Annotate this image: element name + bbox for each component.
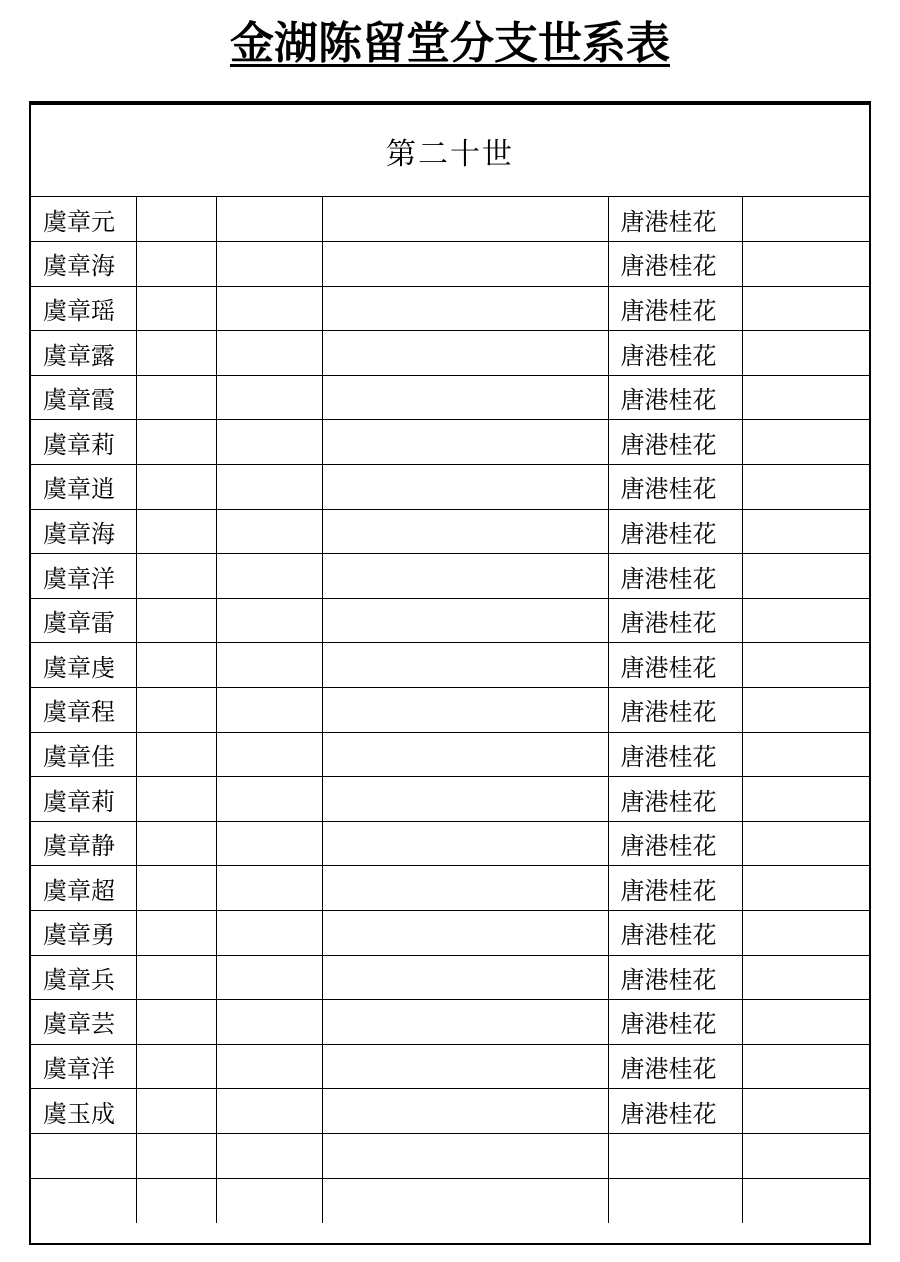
- table-row: [31, 866, 869, 911]
- empty-cell: [322, 821, 608, 866]
- empty-cell: [322, 1178, 608, 1223]
- empty-cell: [136, 955, 216, 1000]
- residence-cell: 唐港桂花: [608, 777, 742, 822]
- residence-cell: 唐港桂花: [608, 1089, 742, 1134]
- empty-cell: [322, 598, 608, 643]
- member-name-cell: 虞章雷: [31, 598, 136, 643]
- table-row: [31, 1133, 869, 1178]
- empty-cell: [216, 554, 322, 599]
- empty-cell: [136, 375, 216, 420]
- empty-cell: [136, 911, 216, 956]
- empty-cell: [742, 286, 869, 331]
- residence-cell: 唐港桂花: [608, 465, 742, 510]
- residence-cell: [608, 1178, 742, 1223]
- empty-cell: [136, 420, 216, 465]
- empty-cell: [742, 643, 869, 688]
- residence-cell: 唐港桂花: [608, 598, 742, 643]
- member-name-cell: 虞章霞: [31, 375, 136, 420]
- empty-cell: [322, 197, 608, 242]
- empty-cell: [742, 375, 869, 420]
- table-row: [31, 955, 869, 1000]
- member-name-cell: 虞章静: [31, 821, 136, 866]
- table-row: [31, 1044, 869, 1089]
- residence-cell: 唐港桂花: [608, 688, 742, 733]
- residence-cell: 唐港桂花: [608, 821, 742, 866]
- empty-cell: [136, 643, 216, 688]
- table-row: [31, 911, 869, 956]
- empty-cell: [136, 1089, 216, 1134]
- empty-cell: [742, 554, 869, 599]
- empty-cell: [322, 242, 608, 287]
- empty-cell: [322, 866, 608, 911]
- generation-header: 第二十世: [31, 105, 869, 197]
- residence-cell: 唐港桂花: [608, 643, 742, 688]
- residence-cell: 唐港桂花: [608, 242, 742, 287]
- empty-cell: [216, 465, 322, 510]
- member-name-cell: 虞章虔: [31, 643, 136, 688]
- empty-cell: [742, 1178, 869, 1223]
- residence-cell: 唐港桂花: [608, 375, 742, 420]
- empty-cell: [742, 732, 869, 777]
- empty-cell: [136, 465, 216, 510]
- empty-cell: [322, 509, 608, 554]
- empty-cell: [216, 242, 322, 287]
- document-title: [0, 14, 900, 74]
- empty-cell: [136, 286, 216, 331]
- member-name-cell: 虞章瑶: [31, 286, 136, 331]
- empty-cell: [216, 911, 322, 956]
- empty-cell: [216, 598, 322, 643]
- empty-cell: [742, 821, 869, 866]
- empty-cell: [136, 1133, 216, 1178]
- member-name-cell: 虞章勇: [31, 911, 136, 956]
- empty-cell: [322, 777, 608, 822]
- residence-cell: 唐港桂花: [608, 732, 742, 777]
- residence-cell: 唐港桂花: [608, 554, 742, 599]
- empty-cell: [136, 1000, 216, 1045]
- empty-cell: [322, 643, 608, 688]
- table-row: [31, 598, 869, 643]
- empty-cell: [742, 1089, 869, 1134]
- empty-cell: [742, 420, 869, 465]
- empty-cell: [216, 688, 322, 733]
- empty-cell: [322, 1044, 608, 1089]
- empty-cell: [136, 554, 216, 599]
- empty-cell: [322, 286, 608, 331]
- empty-cell: [322, 911, 608, 956]
- empty-cell: [322, 688, 608, 733]
- table-row: [31, 375, 869, 420]
- member-name-cell: 虞章程: [31, 688, 136, 733]
- empty-cell: [742, 911, 869, 956]
- empty-cell: [742, 866, 869, 911]
- residence-cell: 唐港桂花: [608, 911, 742, 956]
- member-name-cell: 虞章元: [31, 197, 136, 242]
- empty-cell: [216, 955, 322, 1000]
- table-row: [31, 643, 869, 688]
- empty-cell: [216, 197, 322, 242]
- table-row: [31, 1089, 869, 1134]
- residence-cell: 唐港桂花: [608, 866, 742, 911]
- table-row: [31, 688, 869, 733]
- table-row: [31, 732, 869, 777]
- member-name-cell: 虞玉成: [31, 1089, 136, 1134]
- empty-cell: [216, 1178, 322, 1223]
- empty-cell: [322, 732, 608, 777]
- empty-cell: [216, 777, 322, 822]
- empty-cell: [216, 643, 322, 688]
- table-row: [31, 1178, 869, 1223]
- table-row: [31, 777, 869, 822]
- empty-cell: [216, 732, 322, 777]
- member-name-cell: [31, 1133, 136, 1178]
- empty-cell: [136, 1178, 216, 1223]
- genealogy-table: [29, 101, 871, 1245]
- empty-cell: [742, 955, 869, 1000]
- empty-cell: [216, 286, 322, 331]
- empty-cell: [136, 866, 216, 911]
- empty-cell: [136, 331, 216, 376]
- residence-cell: 唐港桂花: [608, 1000, 742, 1045]
- empty-cell: [216, 375, 322, 420]
- member-name-cell: 虞章兵: [31, 955, 136, 1000]
- table-row: [31, 286, 869, 331]
- empty-cell: [136, 197, 216, 242]
- table-row: [31, 509, 869, 554]
- member-name-cell: 虞章莉: [31, 777, 136, 822]
- residence-cell: 唐港桂花: [608, 509, 742, 554]
- empty-cell: [742, 1000, 869, 1045]
- residence-cell: [608, 1133, 742, 1178]
- empty-cell: [322, 1133, 608, 1178]
- empty-cell: [742, 331, 869, 376]
- empty-cell: [322, 1089, 608, 1134]
- residence-cell: 唐港桂花: [608, 420, 742, 465]
- empty-cell: [322, 331, 608, 376]
- empty-cell: [136, 688, 216, 733]
- residence-cell: 唐港桂花: [608, 286, 742, 331]
- empty-cell: [216, 1044, 322, 1089]
- empty-cell: [216, 1133, 322, 1178]
- member-name-cell: 虞章逍: [31, 465, 136, 510]
- residence-cell: 唐港桂花: [608, 331, 742, 376]
- empty-cell: [742, 1044, 869, 1089]
- member-name-cell: 虞章佳: [31, 732, 136, 777]
- member-name-cell: 虞章洋: [31, 1044, 136, 1089]
- empty-cell: [742, 598, 869, 643]
- empty-cell: [136, 732, 216, 777]
- member-name-cell: 虞章芸: [31, 1000, 136, 1045]
- empty-cell: [742, 465, 869, 510]
- empty-cell: [136, 777, 216, 822]
- empty-cell: [216, 821, 322, 866]
- member-name-cell: 虞章莉: [31, 420, 136, 465]
- empty-cell: [742, 777, 869, 822]
- table-row: [31, 465, 869, 510]
- table-row: [31, 420, 869, 465]
- residence-cell: 唐港桂花: [608, 1044, 742, 1089]
- empty-cell: [216, 1000, 322, 1045]
- table-row: [31, 331, 869, 376]
- empty-cell: [322, 1000, 608, 1045]
- empty-cell: [742, 242, 869, 287]
- empty-cell: [216, 509, 322, 554]
- empty-cell: [322, 955, 608, 1000]
- empty-cell: [136, 1044, 216, 1089]
- table-row: [31, 197, 869, 242]
- member-name-cell: 虞章海: [31, 242, 136, 287]
- empty-cell: [322, 465, 608, 510]
- empty-cell: [742, 1133, 869, 1178]
- member-name-cell: 虞章露: [31, 331, 136, 376]
- table-row: [31, 1000, 869, 1045]
- empty-cell: [322, 420, 608, 465]
- member-rows: [31, 197, 869, 1223]
- rows-body: [31, 197, 869, 1223]
- empty-cell: [216, 1089, 322, 1134]
- document-title-text: 金湖陈留堂分支世系表: [230, 18, 670, 69]
- empty-cell: [216, 420, 322, 465]
- empty-cell: [136, 242, 216, 287]
- empty-cell: [742, 197, 869, 242]
- member-name-cell: 虞章海: [31, 509, 136, 554]
- table-row: [31, 242, 869, 287]
- residence-cell: 唐港桂花: [608, 197, 742, 242]
- empty-cell: [136, 821, 216, 866]
- member-name-cell: [31, 1178, 136, 1223]
- empty-cell: [322, 554, 608, 599]
- empty-cell: [216, 866, 322, 911]
- empty-cell: [216, 331, 322, 376]
- empty-cell: [742, 509, 869, 554]
- table-row: [31, 821, 869, 866]
- member-name-cell: 虞章洋: [31, 554, 136, 599]
- empty-cell: [136, 509, 216, 554]
- member-name-cell: 虞章超: [31, 866, 136, 911]
- table-row: [31, 554, 869, 599]
- empty-cell: [136, 598, 216, 643]
- empty-cell: [742, 688, 869, 733]
- empty-cell: [322, 375, 608, 420]
- residence-cell: 唐港桂花: [608, 955, 742, 1000]
